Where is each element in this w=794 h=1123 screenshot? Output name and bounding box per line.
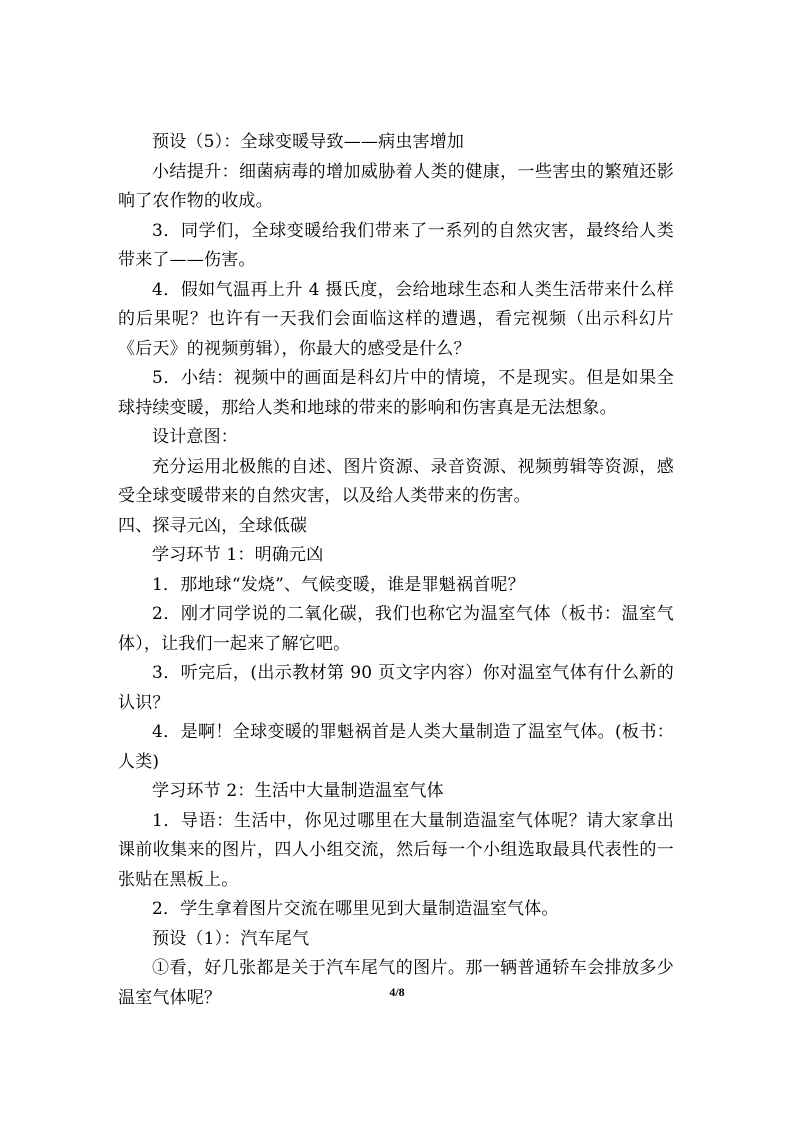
paragraph-stage1-item-1: 1．那地球“发烧”、气候变暖，谁是罪魁祸首呢？ [152, 574, 525, 595]
paragraph-item-4: 4．假如气温再上升 4 摄氏度，会给地球生态和人类生活带来什么样的后果呢？也许有一天我们会面临这样的遭遇，看完视频（出示科幻片《后天》的视频剪辑），你最大的感受是什么？ [118, 279, 674, 359]
paragraph-stage2-item-2: 2．学生拿着图片交流在哪里见到大量制造温室气体。 [152, 899, 559, 919]
paragraph-item-3: 3．同学们，全球变暖给我们带来了一系列的自然灾害，最终给人类带来了——伤害。 [118, 220, 674, 270]
paragraph-stage2-item-1: 1．导语：生活中，你见过哪里在大量制造温室气体呢？请大家拿出课前收集来的图片，四人小组交流，然后每一个小组选取最具代表性的一张贴在黑板上。 [118, 810, 674, 890]
section-heading-four: 四、探寻元凶，全球低碳 [118, 515, 308, 536]
subheading-stage-1: 学习环节 1：明确元凶 [152, 545, 324, 565]
document-body [118, 128, 674, 1013]
paragraph-preset-1-detail: ①看，好几张都是关于汽车尾气的图片。那一辆普通轿车会排放多少温室气体呢？ [118, 958, 674, 1008]
paragraph-stage1-item-4: 4．是啊！全球变暖的罪魁祸首是人类大量制造了温室气体。(板书：人类) [118, 722, 674, 772]
paragraph-stage1-item-2: 2．刚才同学说的二氧化碳，我们也称它为温室气体（板书：温室气体），让我们一起来了解它吧。 [118, 604, 674, 654]
paragraph-stage1-item-3: 3．听完后，(出示教材第 90 页文字内容）你对温室气体有什么新的认识？ [118, 663, 674, 713]
page-number: 4/8 [389, 985, 405, 999]
paragraph-design-intent: 充分运用北极熊的自述、图片资源、录音资源、视频剪辑等资源，感受全球变暖带来的自然灾害，以及给人类带来的伤害。 [118, 456, 674, 506]
paragraph-summary-1: 小结提升：细菌病毒的增加威胁着人类的健康，一些害虫的繁殖还影响了农作物的收成。 [118, 161, 674, 211]
paragraph-preset-5: 预设（5）：全球变暖导致——病虫害增加 [152, 132, 465, 152]
paragraph-item-5: 5．小结：视频中的画面是科幻片中的情境，不是现实。但是如果全球持续变暖，那给人类和地球的带来的影响和伤害真是无法想象。 [118, 368, 674, 418]
subheading-stage-2: 学习环节 2：生活中大量制造温室气体 [152, 781, 444, 801]
paragraph-design-intent-label: 设计意图： [152, 427, 238, 447]
paragraph-preset-1: 预设（1）：汽车尾气 [152, 928, 310, 949]
